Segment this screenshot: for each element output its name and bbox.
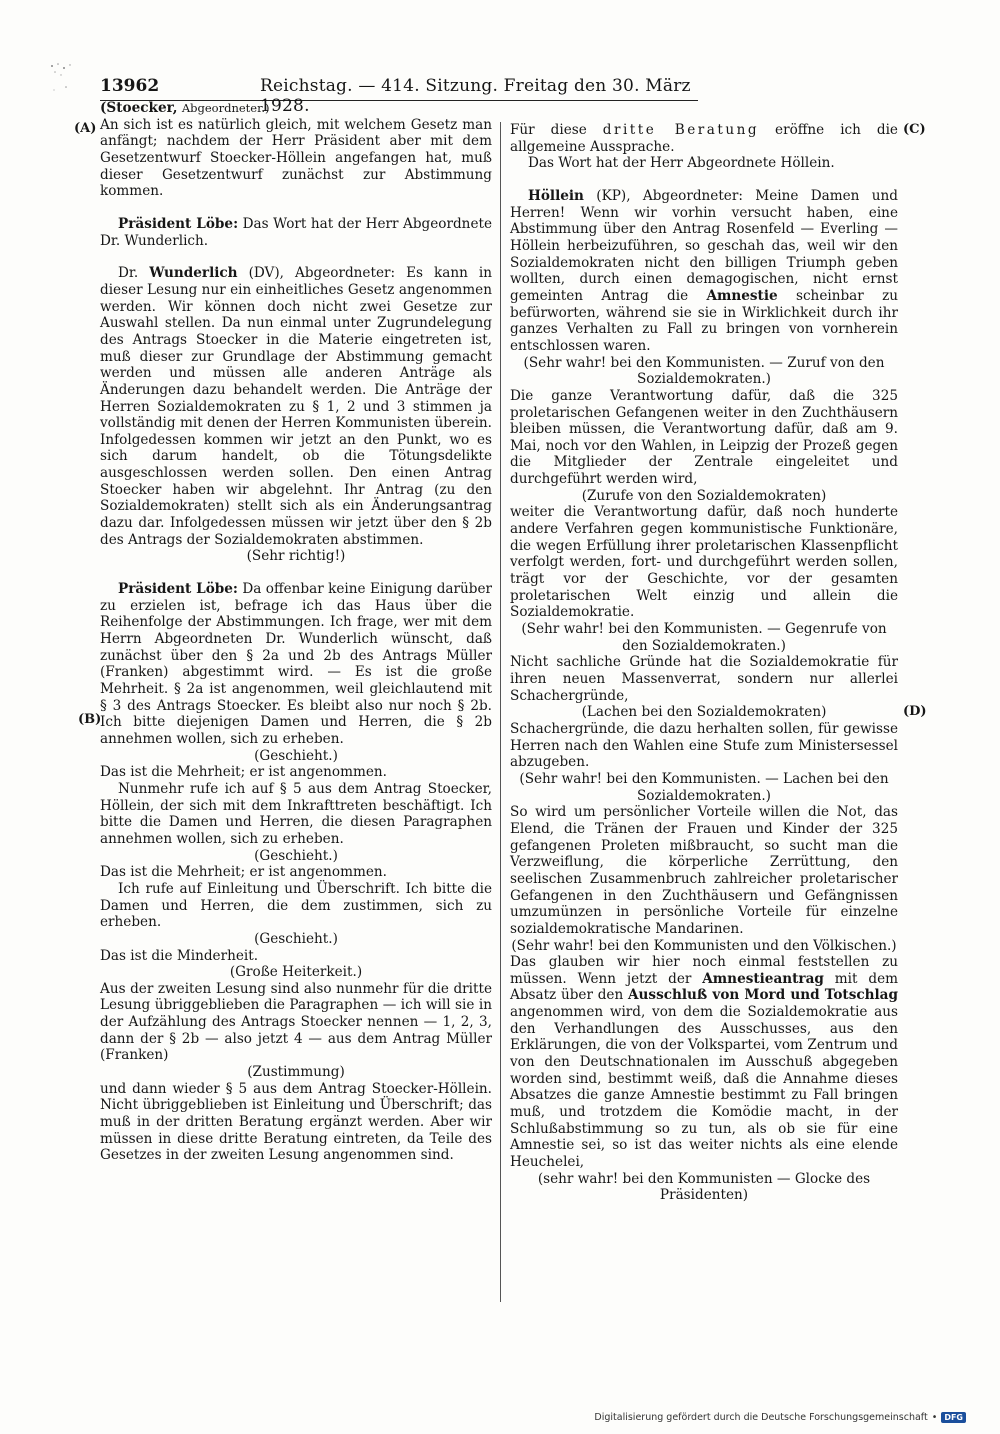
paragraph: An sich ist es natürlich gleich, mit welchem Gesetz man anfängt; nachdem der Herr Präsident aber mit dem Gesetzentwurf Stoecker-Höllein angefangen hat, muß dieser Gesetzentwurf zunächst zur Abstimmung kommen. xyxy=(100,116,492,200)
interjection: (Zurufe von den Sozialdemokraten) xyxy=(581,487,827,504)
paragraph: Ich rufe auf Einleitung und Überschrift. Ich bitte die Damen und Herren, die dem zustimmen, sich zu erheben. xyxy=(100,880,492,931)
speaker-name: Wunderlich xyxy=(149,265,238,282)
speech-text: Das Wort hat der Herr Abgeordnete Dr. Wunderlich. xyxy=(100,215,492,249)
interjection: (Geschieht.) xyxy=(254,847,338,864)
interjection: (Sehr richtig!) xyxy=(246,548,346,565)
speech-text: Da offenbar keine Einigung darüber zu erzielen ist, befrage ich das Haus über die Reihenfolge der Abstimmungen. Ich frage, wer mit dem Herrn Abgeordneten Dr. Wunderlich wünscht, daß zunächst über den § 2a und 2b des Antrags Müller (Franken) abgestimmt wird. — Es ist die große Mehrheit. § 2a ist angenommen, weil gleichlautend mit § 3 des Antrags Stoecker. Es bleibt also nur noch § 2b. Ich bitte diejenigen Damen und Herren, die § 2b annehmen wollen, sich zu erheben. xyxy=(100,581,492,747)
speaker-name: Präsident Löbe: xyxy=(118,581,238,598)
text-run: Für diese xyxy=(510,122,603,138)
interjection: (Sehr wahr! bei den Kommunisten und den Völkischen.) xyxy=(511,937,897,954)
speech-text: (DV), Abgeordneter: Es kann in dieser Lesung nur ein einheitliches Gesetz angenommen werden. Wir können doch nicht zwei Gesetze zur Auswahl stellen. Da nun einmal unter Zugrundelegung des Antrags Stoecker in die Materie eingetreten ist, muß dieser zur Grundlage der Abstimmung gemacht werden und müssen alle anderen Anträge als Änderungen dazu behandelt werden. Die Anträge der Herren Sozialdemokraten zu § 1, 2 und 3 stimmen ja vollständig mit denen der Herren Kommunisten überein. Infolgedessen kommen wir jetzt an den Punkt, wo es sich darum handelt, ob die Tötungsdelikte ausgeschlossen werden sollen. Den einen Antrag Stoecker haben wir abgelehnt. Ihr Antrag (zu den Sozialdemokraten) stellt sich als ein Änderungsantrag dazu dar. Infolgedessen müssen wir jetzt über den § 2b des Antrags der Sozialdemokraten abstimmen. xyxy=(100,265,493,548)
interjection: (Sehr wahr! bei den Kommunisten. — Gegenrufe von den Sozialdemokraten.) xyxy=(521,621,887,654)
paragraph: Das ist die Mehrheit; er ist angenommen. xyxy=(100,764,387,781)
speaker-name: Höllein xyxy=(528,187,584,204)
paragraph xyxy=(510,188,898,355)
header-title: Reichstag. — 414. Sitzung. Freitag den 30. März 1928. xyxy=(260,76,691,116)
interjection: (Zustimmung) xyxy=(247,1064,345,1081)
continuation-speaker: (Stoecker, xyxy=(100,100,178,116)
spacer xyxy=(510,172,898,188)
speaker-name: Präsident Löbe: xyxy=(118,215,239,232)
paragraph xyxy=(510,122,898,155)
emphasized-text: dritte Beratung xyxy=(602,122,760,138)
paragraph: Nicht sachliche Gründe hat die Sozialdemokratie für ihren neuen Massenverrat, sondern nur allerlei Schachergründe, xyxy=(510,654,898,704)
speech-text: (KP), Abgeordneter: Meine Damen und Herren! Wenn wir vorhin versucht haben, eine Abstimmung über den Antrag Rosenfeld — Everling — Höllein herbeizuführen, so geschah das, weil wir den Sozialdemokraten nicht den billigen Triumph geben wollten, durch einen demagogischen, nicht ernst gemeinten Antrag die xyxy=(510,187,898,304)
interjection: (Lachen bei den Sozialdemokraten) xyxy=(581,704,827,721)
right-column xyxy=(510,122,898,1204)
paragraph: Das ist die Mehrheit; er ist angenommen. xyxy=(100,864,387,881)
margin-mark-c: (C) xyxy=(903,122,926,137)
paragraph: Die ganze Verantwortung dafür, daß die 325 proletarischen Gefangenen weiter in den Zuchthäusern bleiben müssen, die Verantwortung dafür, daß am 9. Mai, noch vor den Wahlen, in Leipzig der Prozeß gegen die Mitglieder der Zentrale eingeleitet und durchgeführt werden wird, xyxy=(510,387,898,488)
paragraph xyxy=(100,216,492,249)
margin-mark-d: (D) xyxy=(903,704,927,719)
text-run: mit dem Absatz über den xyxy=(510,970,899,1004)
dfg-logo: DFG xyxy=(941,1412,966,1423)
footer-credit xyxy=(594,1412,966,1423)
left-column xyxy=(100,100,492,1164)
paragraph: Aus der zweiten Lesung sind also nunmehr für die dritte Lesung übriggeblieben die Paragraphen — ich will sie in der Aufzählung des Antrags Stoecker nennen — 1, 2, 3, dann der § 2b — also jetzt 4 — aus dem Antrag Müller (Franken) xyxy=(100,980,492,1064)
text-run: angenommen wird, von dem die Sozialdemokratie aus den Verhandlungen des Ausschusses, aus den Erklärungen, die von der Volkspartei, vom Zentrum und von den Deutschnationalen im Ausschuß abgegeben worden sind, bestimmt weiß, daß die Annahme dieses Absatzes die ganze Amnestie bestimmt zu Fall bringen muß, und trotzdem die Komödie macht, in der Schlußabstimmung so zu tun, als ob sie für eine Amnestie sei, so ist das weiter nichts als eine elende Heuchelei, xyxy=(510,1004,898,1171)
continuation-role: Abgeordneter.) xyxy=(181,101,270,115)
margin-mark-b: (B) xyxy=(78,712,102,727)
paragraph: So wird um persönlicher Vorteile willen die Not, das Elend, die Tränen der Frauen und Kinder der 325 gefangenen Proleten mißbraucht, so sucht man die Verzweiflung, die körperliche Zerrüttung, den seelischen Zusammenbruch zahlreicher proletarischer Gefangenen in den Zuchthäusern und Gefängnissen umzumünzen in persönliche Vorteile für einzelne sozialdemokratische Mandarinen. xyxy=(510,804,898,937)
paragraph xyxy=(100,265,492,548)
footer-dot: • xyxy=(931,1412,938,1423)
speaker-title: Dr. xyxy=(118,265,150,282)
bold-term: Amnestieantrag xyxy=(702,970,824,987)
spacer xyxy=(100,249,492,265)
column-divider xyxy=(500,122,501,1302)
scan-artifact xyxy=(46,60,86,100)
paragraph xyxy=(510,954,898,1171)
interjection: (sehr wahr! bei den Kommunisten — Glocke des Präsidenten) xyxy=(537,1170,871,1204)
text-run: eröffne ich die allgemeine Aussprache. xyxy=(510,122,898,155)
interjection: (Große Heiterkeit.) xyxy=(229,964,363,981)
paragraph: und dann wieder § 5 aus dem Antrag Stoecker-Höllein. Nicht übriggeblieben ist Einleitung und Überschrift; das muß in der dritten Beratung ergänzt werden. Aber wir müssen in diese dritte Beratung eintreten, da Teile des Gesetzes in der zweiten Lesung angenommen sind. xyxy=(100,1080,492,1164)
spacer xyxy=(100,200,492,216)
bold-term: Amnestie xyxy=(706,287,778,304)
bold-term: Ausschluß von Mord und Totschlag xyxy=(627,987,898,1004)
page-number: 13962 xyxy=(100,76,160,96)
interjection: (Geschieht.) xyxy=(254,930,338,947)
spacer xyxy=(100,565,492,581)
paragraph xyxy=(100,581,492,748)
text-run: Das glauben wir hier noch einmal feststellen zu müssen. Wenn jetzt der xyxy=(510,954,898,987)
speaker-continuation xyxy=(100,100,492,117)
paragraph: Nunmehr rufe ich auf § 5 aus dem Antrag Stoecker, Höllein, der sich mit dem Inkrafttreten beschäftigt. Ich bitte die Damen und Herren, die diesen Paragraphen annehmen wollen, sich zu erheben. xyxy=(100,780,492,847)
speech-text: scheinbar zu befürworten, während sie sie in Wirklichkeit durch ihr ganzes Verhalten zu Fall zu bringen von vornherein entschlossen waren. xyxy=(510,287,898,354)
paragraph: Das ist die Minderheit. xyxy=(100,947,259,964)
footer-text: Digitalisierung gefördert durch die Deutsche Forschungsgemeinschaft xyxy=(594,1412,928,1423)
interjection: (Geschieht.) xyxy=(254,747,338,764)
paragraph: weiter die Verantwortung dafür, daß noch hunderte andere Verfahren gegen kommunistische Funktionäre, die wegen Erfüllung ihrer proletarischen Klassenpflicht verfolgt werden, fort- und durchgeführt werden sollen, trägt vor der Geschichte, vor der gesamten proletarischen Welt einzig und allein die Sozialdemokratie. xyxy=(510,504,898,621)
paragraph: Schachergründe, die dazu herhalten sollen, für gewisse Herren nach den Wahlen eine Stufe zum Ministersessel abzugeben. xyxy=(510,720,898,771)
paragraph: Das Wort hat der Herr Abgeordnete Höllein. xyxy=(528,155,835,172)
margin-mark-a: (A) xyxy=(74,121,97,136)
interjection: (Sehr wahr! bei den Kommunisten. — Zuruf von den Sozialdemokraten.) xyxy=(523,354,885,388)
interjection: (Sehr wahr! bei den Kommunisten. — Lachen bei den Sozialdemokraten.) xyxy=(519,770,889,804)
